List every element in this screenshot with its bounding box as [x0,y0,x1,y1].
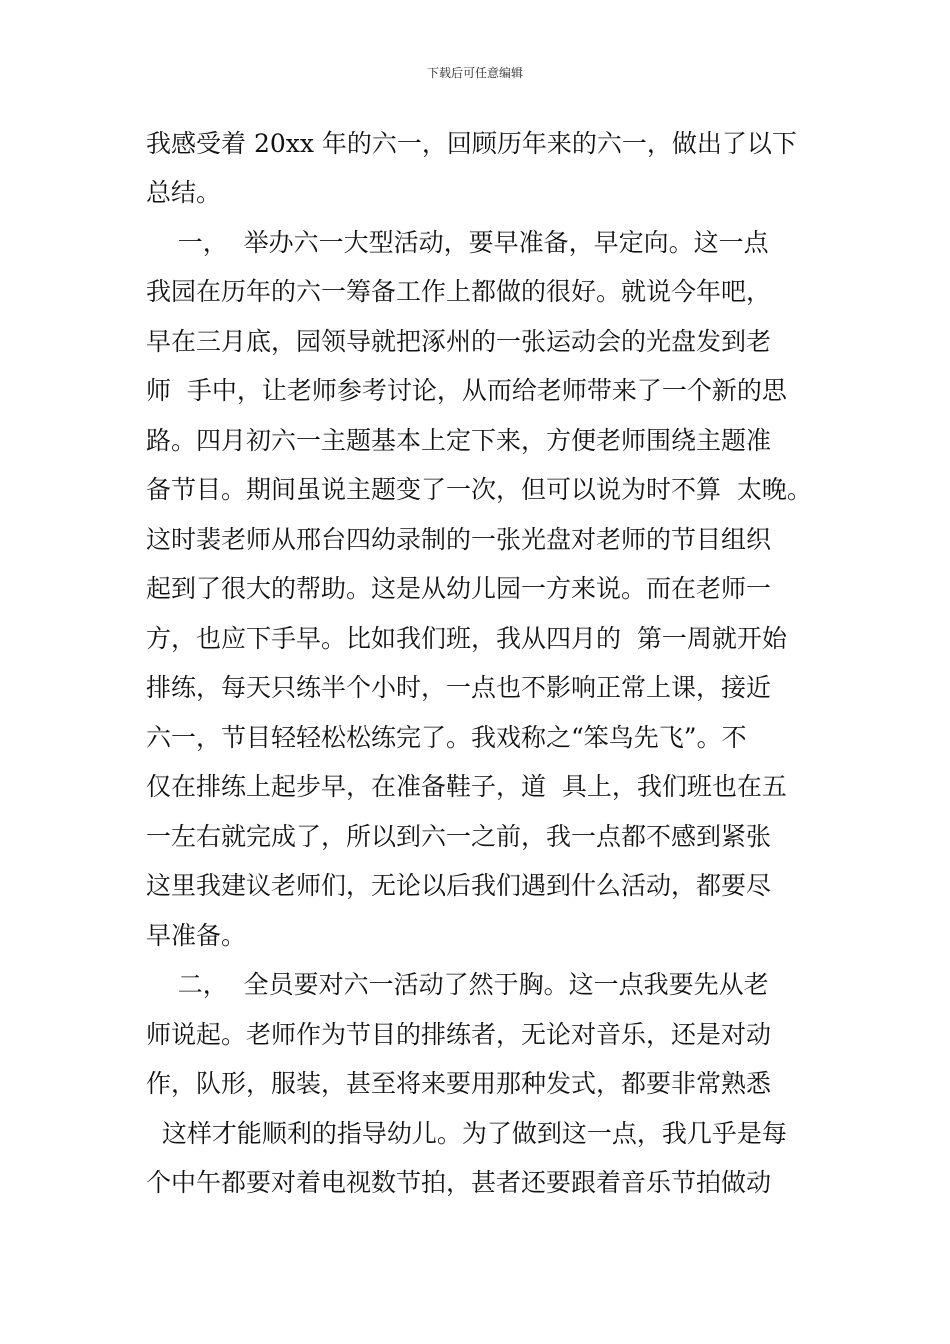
text-line: 一左右就完成了，所以到六一之前，我一点都不感到紧张 [146,822,772,851]
text-line: 起到了很大的帮助。这是从幼儿园一方来说。而在老师一 [146,574,772,603]
text-line: 个中午都要对着电视数节拍，甚者还要跟着音乐节拍做动 [146,1168,772,1197]
text-line: 备节目。期间虽说主题变了一次，但可以说为时不算 太晚。 [146,475,812,504]
text-line: 路。四月初六一主题基本上定下来，方便老师围绕主题准 [146,426,772,455]
text-line: 这样才能顺利的指导幼儿。为了做到这一点，我几乎是每 [146,1119,787,1148]
text-line: 师 手中，让老师参考讨论，从而给老师带来了一个新的思 [146,376,787,405]
text-line: 仅在排练上起步早，在准备鞋子，道 具上，我们班也在五 [146,772,787,801]
text-line: 师说起。老师作为节目的排练者，无论对音乐，还是对动 [146,1020,772,1049]
text-line: 我园在历年的六一筹备工作上都做的很好。就说今年吧， [146,277,772,306]
text-line: 这时裴老师从邢台四幼录制的一张光盘对老师的节目组织 [146,525,772,554]
text-line: 这里我建议老师们，无论以后我们遇到什么活动，都要尽 [146,871,772,900]
text-line: 早准备。 [146,921,247,950]
text-line: 方，也应下手早。比如我们班，我从四月的 第一周就开始 [146,624,787,653]
text-line: 一， 举办六一大型活动，要早准备，早定向。这一点 [146,228,769,257]
text-line: 早在三月底，园领导就把涿州的一张运动会的光盘发到老 [146,327,772,356]
text-line: 排练，每天只练半个小时，一点也不影响正常上课，接近 [146,673,772,702]
text-line: 六一，节目轻轻松松练完了。我戏称之“笨鸟先飞”。不 [146,723,747,752]
text-line: 总结。 [146,178,222,207]
text-line: 我感受着 20xx 年的六一，回顾历年来的六一，做出了以下 [146,129,797,158]
page-header: 下载后可任意编辑 [426,66,523,80]
text-line: 作，队形，服装，甚至将来要用那种发式，都要非常熟悉 [146,1069,772,1098]
text-line: 二， 全员要对六一活动了然于胸。这一点我要先从老 [146,970,769,999]
